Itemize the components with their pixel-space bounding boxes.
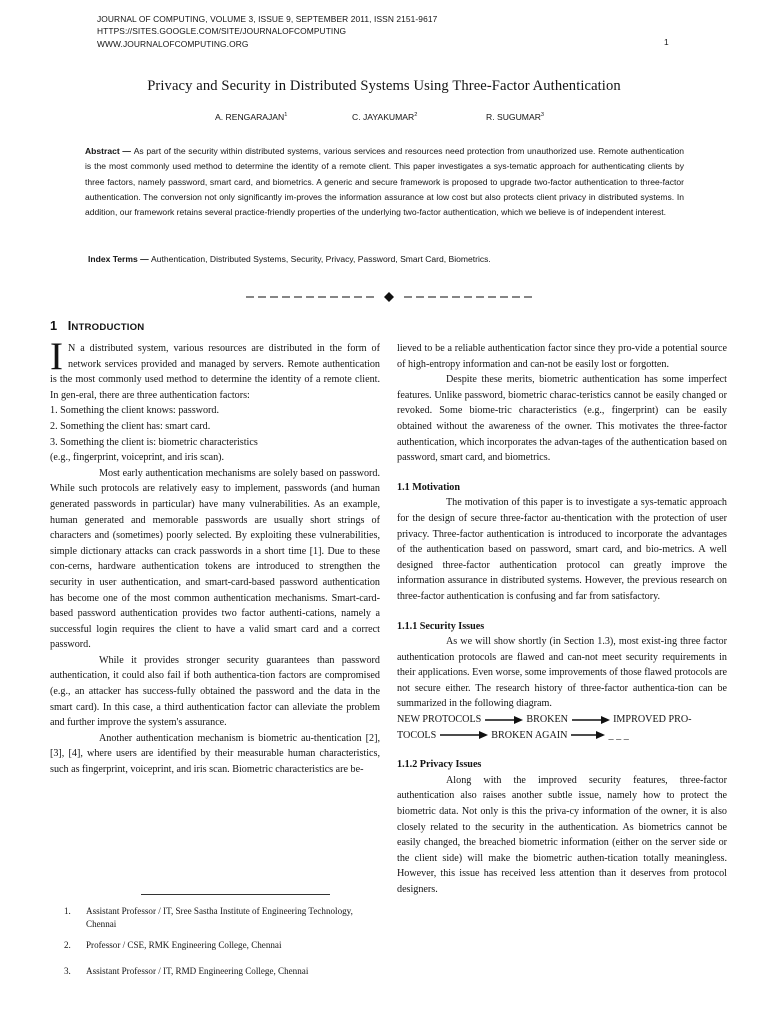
index-terms: Index Terms — Authentication, Distributed Systems, Security, Privacy, Password, Smart Card, Biometrics. xyxy=(88,254,491,264)
intro-paragraph-5: lieved to be a reliable authentication factor since they pro-vide a potential source of high-entropy information and can-not be easily lost or forgotten. xyxy=(397,343,727,370)
arrow-right-icon xyxy=(484,715,524,725)
intro-paragraph-6: Despite these merits, biometric authentication has some imperfect features. Unlike password, biometric charac-teristics cannot be easily changed or revoked. Some biome-tric characteristics (e.g., fingerprint) can be easily obtained without the awareness of the owner. This motivates the three-factor authentication, which incorporates the advan-tages of the authentication based on password, smart card, and biometrics. xyxy=(397,374,727,464)
factor-list-item: 2. Something the client has: smart card. xyxy=(50,420,211,432)
intro-paragraph-3: While it provides stronger security guarantees than password authentication, it could also fail if both authentica-tion factors are compromised (e.g., an attacker has success-fully obtained the password and the data in the smart card). In this case, a third authentication factor can alleviate the problem and further improve the system's assurance. xyxy=(50,654,380,729)
index-terms-text: Authentication, Distributed Systems, Security, Privacy, Password, Smart Card, Biometrics. xyxy=(151,254,491,264)
privacy-paragraph: Along with the improved security features, three-factor authentication also raises another subtle issue, namely how to protect the biometric data. Not only is this the priva-cy information of the owner, it is also closely related to the security in the authentication. As biometrics cannot be easily changed, the breached biometric information (either on the server side or the client side) will make the biometric authen-tication totally meaningless. However, this issue has received less attention than it deserves from protocol designers. xyxy=(397,774,727,895)
factor-list-item: (e.g., fingerprint, voiceprint, and iris scan). xyxy=(50,452,225,464)
intro-paragraph-4: Another authentication mechanism is biometric au-thentication [2], [3], [4], where users are identified by their measurable human characteristics, such as fingerprint, voiceprint, and iris scan. Biometric characteristics are be- xyxy=(50,732,380,776)
right-column xyxy=(397,341,727,898)
intro-paragraph-1: I N a distributed system, various resources are distributed in the form of network services provided and managed by servers. Remote authentication is the most commonly used method to determine the identity of a remote client. In gen-eral, there are three authentication factors: xyxy=(50,335,380,401)
heading-security-issues: 1.1.1 Security Issues xyxy=(397,620,485,632)
journal-line: JOURNAL OF COMPUTING, VOLUME 3, ISSUE 9, SEPTEMBER 2011, ISSN 2151-9617 xyxy=(97,14,438,24)
journal-site[interactable]: WWW.JOURNALOFCOMPUTING.ORG xyxy=(97,38,249,49)
footnote-rule xyxy=(141,894,330,895)
abstract: Abstract — As part of the security within distributed systems, various services and resources need protection from unauthorized use. Remote authentication is the most commonly used method to determine the identity of a remote client. This paper investigates a sys-tematic approach for authenticating clients by three factors, namely password, smart card, and biometrics. A generic and secure framework is proposed to upgrade two-factor authentication to three-factor authentication. The conversion not only significantly im-proves the information assurance at low cost but also protects client privacy in distributed systems. In addition, our framework retains several practice-friendly properties of the underlying two-factor authentication, which we believe is of independent interest. xyxy=(85,146,685,218)
footnotes xyxy=(64,905,364,986)
factor-list-item: 3. Something the client is: biometric characteristics xyxy=(50,436,258,448)
author-2: C. JAYAKUMAR$^2$ xyxy=(352,112,418,122)
factor-list-item: 1. Something the client knows: password. xyxy=(50,405,220,417)
author-3: R. SUGUMAR$^3$ xyxy=(486,112,545,122)
security-paragraph: As we will show shortly (in Section 1.3), most exist-ing three factor authentication protocols are flawed and can-not meet security requirements in their applications. Even worse, some improvements of those flawed protocols are not secure either. The research history of three-factor authentica-tion can be summarized in the following diagram. xyxy=(397,636,727,710)
author-1: A. RENGARAJAN$^1$ xyxy=(215,112,288,122)
heading-motivation: 1.1 Motivation xyxy=(397,481,460,493)
heading-privacy-issues: 1.1.2 Privacy Issues xyxy=(397,759,482,771)
running-header xyxy=(97,13,672,50)
drop-cap: I xyxy=(50,335,63,378)
left-column xyxy=(50,335,380,778)
arrow-right-icon xyxy=(570,730,606,740)
footnote-1: 1. Assistant Professor / IT, Sree Sastha Institute of Engineering Technology, Chennai xyxy=(64,906,353,929)
arrow-right-icon xyxy=(439,730,489,740)
paper-title: Privacy and Security in Distributed Systems Using Three-Factor Authentication xyxy=(147,78,621,94)
diamond-icon xyxy=(384,292,394,302)
section-heading-introduction: 1 INTRODUCTION xyxy=(50,318,145,333)
section-divider xyxy=(244,290,534,304)
intro-paragraph-2: Most early authentication mechanisms are solely based on password. While such protocols are relatively easy to implement, passwords (and human generated passwords in particular) have many vulnerabilities. As an example, human generated and memorable passwords are usually short strings of characters and (sometimes) poorly selected. By exploiting these vulnerabilities, simple dictionary attacks can crack passwords in a short time [1]. Due to these con-cerns, hardware authentication tokens are introduced to strengthen the security in user authentication, and smart-card-based password authentication has become one of the most common authentication mechanisms. Smart-card-based password authentication provides two factor authenti-cations, namely a successful login requires the client to have a valid smart card and a correct password. xyxy=(50,467,380,651)
research-history-diagram-line-2: TOCOLS BROKEN AGAIN _ _ _ xyxy=(397,729,629,741)
journal-url[interactable]: HTTPS://SITES.GOOGLE.COM/SITE/JOURNALOFCOMPUTING xyxy=(97,26,347,37)
arrow-right-icon xyxy=(571,715,611,725)
abstract-label: Abstract xyxy=(85,146,120,156)
page-number: 1 xyxy=(664,37,669,47)
abstract-text: As part of the security within distributed systems, various services and resources need protection from unauthorized use. Remote authentication is the most commonly used method to determine the identity of a remote client. This paper investigates a sys-tematic approach for authenticating clients by three factors, namely password, smart card, and biometrics. A generic and secure framework is proposed to upgrade two-factor authentication to three-factor authentication. The conversion not only significantly im-proves the information assurance at low cost but also protects client privacy in distributed systems. In addition, our framework retains several practice-friendly properties of the underlying two-factor authentication, which we believe is of independent interest. xyxy=(85,146,685,218)
footnote-2: 2. Professor / CSE, RMK Engineering College, Chennai xyxy=(64,940,282,950)
footnote-3: 3. Assistant Professor / IT, RMD Engineering College, Chennai xyxy=(64,966,309,976)
index-terms-label: Index Terms xyxy=(88,254,138,264)
motivation-paragraph: The motivation of this paper is to investigate a sys-tematic approach for the design of secure three-factor au-thentication with the protection of user privacy. Three-factor authentication is introduced to incorporate the advantages of the authentication based on password, smart card, and bio-metrics. A well designed three-factor authentication protocol can greatly improve the information assurance in distributed systems. However, the previous research on three-factor authentication is confusing and far from satisfactory. xyxy=(397,497,727,602)
research-history-diagram-line-1: NEW PROTOCOLS BROKEN IMPROVED PRO- xyxy=(397,714,692,726)
